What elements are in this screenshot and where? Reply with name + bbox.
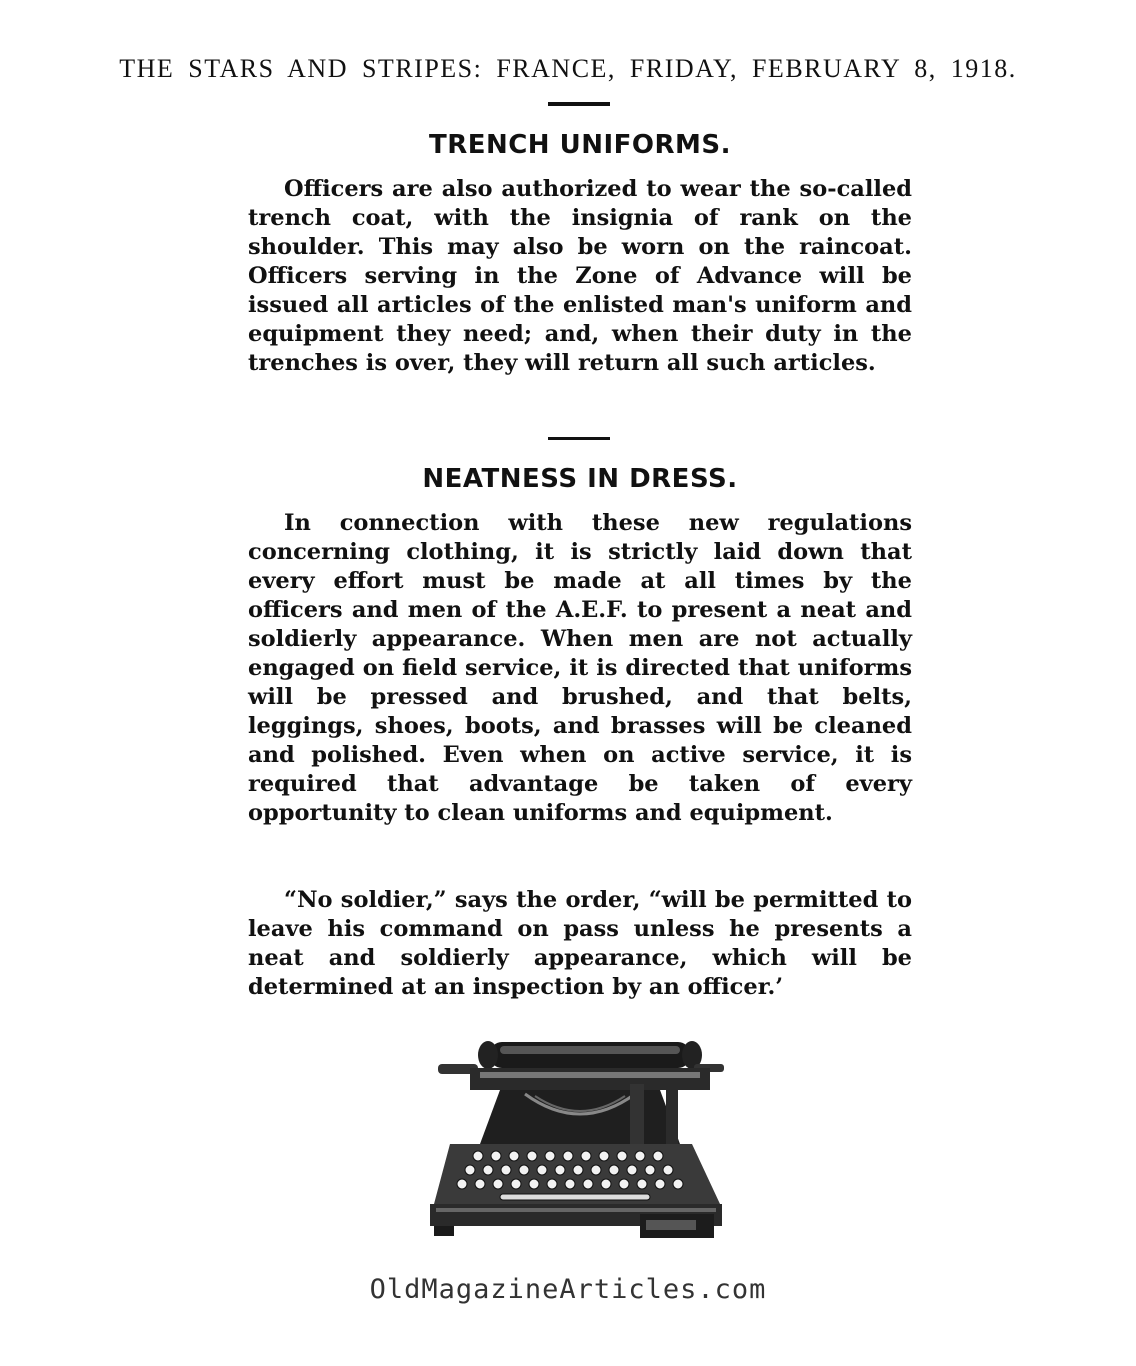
divider-rule: [548, 102, 610, 106]
article-paragraph: In connection with these new regulations concerning clothing, it is strictly laid down that every effort must be made at all times by the officers and men of the A.E.F. to present a neat and soldierly appearance. When men are not actually engaged on field service, it is directed that uniforms will be pressed and brushed, and that belts, leggings, shoes, boots, and brasses will be cleaned and polished. Even when on active service, it is required that advantage be taken of every opportunity to clean uniforms and equipment.: [248, 510, 912, 826]
article-paragraph: “No soldier,” says the order, “will be permitted to leave his command on pass unless he presents a neat and soldierly appearance, which will be determined at an inspection by an officer.’: [248, 887, 912, 1000]
divider-rule: [548, 437, 610, 440]
article-paragraph: Officers are also authorized to wear the so-called trench coat, with the insignia of rank on the shoulder. This may also be worn on the raincoat. Officers serving in the Zone of Advance will be issued all articles of the enlisted man's uniform and equipment they need; and, when their duty in the trenches is over, they will return all such articles.: [248, 176, 912, 376]
section-heading-trench-uniforms: TRENCH UNIFORMS.: [428, 130, 732, 160]
typewriter-icon: [430, 1034, 730, 1244]
masthead: THE STARS AND STRIPES: FRANCE, FRIDAY, FEBRUARY 8, 1918.: [119, 54, 1017, 83]
section-heading-neatness-in-dress: NEATNESS IN DRESS.: [422, 464, 738, 494]
site-credit: OldMagazineArticles.com: [369, 1274, 767, 1305]
